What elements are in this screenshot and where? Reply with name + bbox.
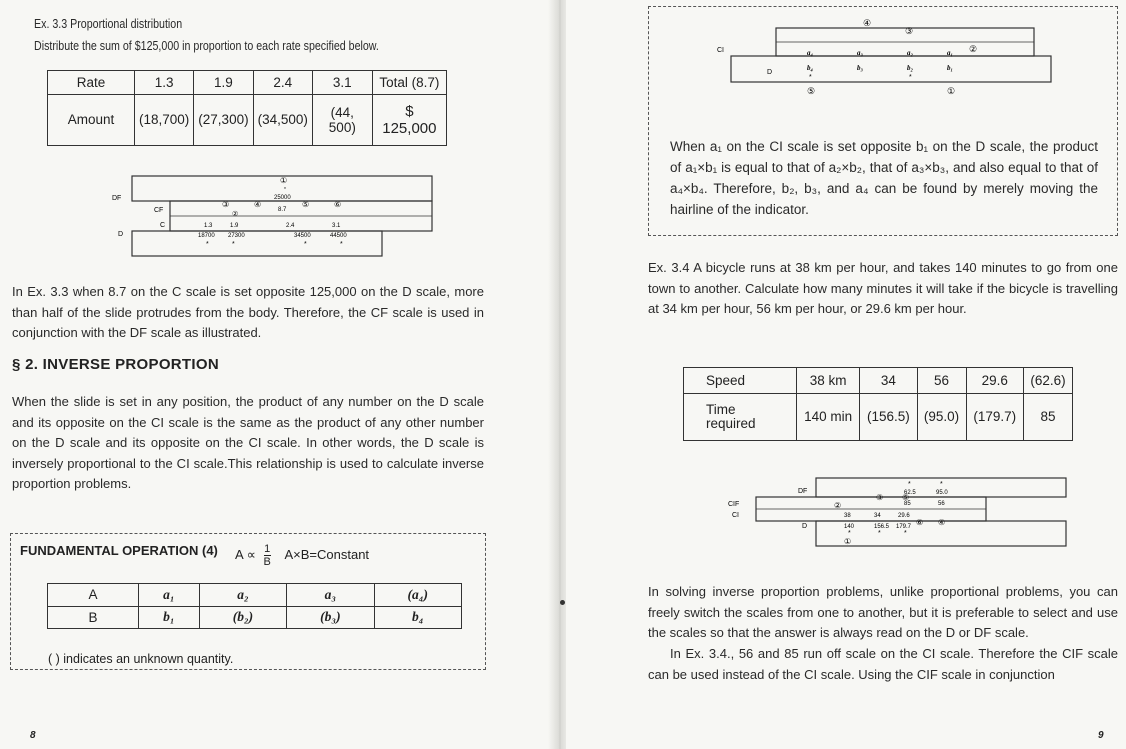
- table-cell: (44, 500): [312, 94, 372, 145]
- scale-label-ci: CI: [717, 47, 724, 54]
- box-explanation: When a₁ on the CI scale is set opposite b₁ on the D scale, the product of a₁×b₁ is equal to that of a₂×b₂, that of a₃×b₃, and also equal to that of a₄×b₄. Therefore, b₂, b₃, and a₄ can be found by merely moving the hairline of the indicator.: [670, 139, 1098, 217]
- marker-1: ①: [844, 537, 852, 546]
- scale-label-c: C: [160, 222, 166, 229]
- d-value: 18700: [198, 233, 215, 239]
- ex33-text: Distribute the sum of $125,000 in proportion to each rate specified below.: [34, 38, 379, 53]
- fundamental-title: FUNDAMENTAL OPERATION (4): [20, 543, 218, 558]
- marker-6: ⑥: [916, 518, 924, 527]
- marker-5: ⑤: [902, 493, 910, 502]
- table-cell: 85: [1023, 393, 1072, 440]
- d-value: 34500: [294, 233, 311, 239]
- table-cell: (b₃): [287, 606, 374, 629]
- c-value: 3.1: [332, 223, 341, 229]
- table-cell: 140 min: [797, 393, 860, 440]
- star-mark: *: [809, 74, 812, 81]
- scale-label-df: DF: [798, 488, 808, 495]
- table-cell: 1.9: [194, 71, 253, 95]
- formula: [235, 543, 369, 568]
- table-cell: (34,500): [253, 94, 312, 145]
- table-cell: Rate: [48, 71, 135, 95]
- marker-6: ⑥: [334, 200, 342, 209]
- ci-value: 29.6: [898, 513, 910, 519]
- marker-1: ①: [280, 176, 288, 185]
- paragraph-inverse-scales: In solving inverse proportion problems, unlike proportional problems, you can freely switch the scales from one to another, but it is preferable to select and use the scales so that the answer is always read on the D or DF scale.: [648, 584, 1118, 640]
- table-cell: 3.1: [312, 71, 372, 95]
- star-mark: *: [878, 530, 881, 537]
- star-mark: *: [909, 74, 912, 81]
- d-value: 44500: [330, 233, 347, 239]
- marker-2: ②: [969, 44, 978, 54]
- scale-label-cf: CF: [154, 207, 164, 214]
- formula-a: A: [235, 546, 243, 562]
- table-cell: a₃: [287, 584, 374, 607]
- slide-rule-diagram-2: [717, 14, 1061, 124]
- df-value: 95.0: [936, 490, 948, 496]
- left-page: [0, 0, 555, 749]
- d-value: 179.7: [896, 524, 912, 530]
- table-cell: 2.4: [253, 71, 312, 95]
- star-mark: *: [848, 530, 851, 537]
- c-value: 1.9: [230, 223, 239, 229]
- scale-label-d: D: [118, 231, 124, 238]
- scale-label-d: D: [802, 523, 808, 530]
- d-value: b₃: [857, 64, 863, 72]
- table-row: [684, 368, 1073, 394]
- table-row: [48, 606, 462, 629]
- star-mark: *: [304, 241, 307, 248]
- d-value: 156.5: [874, 524, 890, 530]
- binding-hole: [560, 600, 565, 605]
- required-label: required: [706, 415, 756, 431]
- formula-numerator: 1: [264, 543, 271, 555]
- table-row: [48, 94, 447, 145]
- table-cell: (18,700): [135, 94, 194, 145]
- table-cell: Speed: [684, 368, 797, 394]
- cif-value: 85: [904, 501, 911, 507]
- page-number: 9: [1098, 730, 1104, 741]
- table-cell: B: [48, 606, 139, 629]
- top-value-25000: 25000: [274, 195, 291, 201]
- marker-3: ③: [876, 493, 884, 502]
- section-heading: § 2. INVERSE PROPORTION: [12, 356, 219, 373]
- table-cell: (179.7): [966, 393, 1023, 440]
- table-cell: (b₂): [199, 606, 286, 629]
- table-cell: Amount: [48, 94, 135, 145]
- scale-label-df: DF: [112, 195, 122, 202]
- fundamental-table: [47, 583, 462, 629]
- df-value: 62.5: [904, 490, 916, 496]
- d-value: b₁: [947, 64, 953, 72]
- table-cell: a₂: [199, 584, 286, 607]
- cif-value: 56: [938, 501, 945, 507]
- table-cell: (27,300): [194, 94, 253, 145]
- table-cell: b₄: [374, 606, 461, 629]
- time-label: Time: [706, 401, 736, 417]
- speed-time-table: [683, 367, 1073, 441]
- d-value: 140: [844, 524, 855, 530]
- table-cell: b₁: [139, 606, 200, 629]
- ex33-title: Ex. 3.3 Proportional distribution: [34, 16, 183, 31]
- unknown-note: ( ) indicates an unknown quantity.: [48, 652, 234, 666]
- ci-value: a₁: [947, 49, 953, 57]
- c-value: 2.4: [286, 223, 295, 229]
- ci-value: a₄: [807, 49, 813, 57]
- page-number: 8: [30, 730, 36, 741]
- c-value: 1.3: [204, 223, 213, 229]
- top-value-8.7: 8.7: [278, 207, 287, 213]
- marker-4: ④: [254, 200, 262, 209]
- scale-label-d: D: [767, 69, 773, 76]
- star-mark: *: [206, 241, 209, 248]
- star-mark: *: [340, 241, 343, 248]
- table-cell: 38 km: [797, 368, 860, 394]
- d-value: 27300: [228, 233, 245, 239]
- slide-rule-diagram-3: [726, 472, 1076, 562]
- table-cell: 34: [860, 368, 917, 394]
- marker-3: ③: [222, 200, 230, 209]
- star-mark: *: [232, 241, 235, 248]
- marker-2: ②: [232, 211, 239, 218]
- rate-amount-table: [47, 70, 447, 146]
- paragraph-cf-df: In Ex. 3.3 when 8.7 on the C scale is set opposite 125,000 on the D scale, more than half of the slide protrudes from the body. Therefore, the CF scale is used in conjunction with the DF scale as illustrated.: [12, 284, 484, 340]
- table-cell: Total (8.7): [372, 71, 446, 95]
- right-page: [566, 0, 1126, 749]
- table-row: [48, 71, 447, 95]
- formula-denominator: B: [263, 556, 271, 568]
- d-value: b₂: [907, 64, 913, 72]
- table-cell: (a₄): [374, 584, 461, 607]
- table-row: [684, 393, 1073, 440]
- ci-value: 34: [874, 513, 881, 519]
- paragraph-cif: In Ex. 3.4., 56 and 85 run off scale on the CI scale. Therefore the CIF scale can be used instead of the CI scale. Using the CIF scale in conjunction: [648, 646, 1118, 682]
- ci-value: 38: [844, 513, 851, 519]
- scale-label-ci: CI: [732, 512, 739, 519]
- table-cell: 29.6: [966, 368, 1023, 394]
- marker-4: ④: [863, 18, 872, 28]
- marker-4: ④: [938, 518, 946, 527]
- star-mark: *: [908, 481, 911, 488]
- table-cell: A: [48, 584, 139, 607]
- formula-constant: A×B=Constant: [284, 546, 370, 562]
- marker-1: ①: [947, 86, 956, 96]
- scale-label-cif: CIF: [728, 501, 740, 508]
- d-body: [731, 56, 1051, 82]
- table-cell: a₁: [139, 584, 200, 607]
- table-cell: (62.6): [1023, 368, 1072, 394]
- formula-proportional: ∝: [246, 546, 256, 562]
- slide-rule-diagram-1: [108, 170, 438, 260]
- marker-5: ⑤: [807, 86, 816, 96]
- table-cell: [684, 393, 797, 440]
- ci-value: a₂: [907, 49, 913, 57]
- marker-2: ②: [834, 501, 842, 510]
- star-mark: *: [940, 481, 943, 488]
- d-value: b₄: [807, 64, 813, 72]
- table-cell: $ 125,000: [372, 94, 446, 145]
- table-row: [48, 584, 462, 607]
- ex34-paragraph: Ex. 3.4 A bicycle runs at 38 km per hour, and takes 140 minutes to go from one town to another. Calculate how many minutes it will take if the bicycle is travelling at 34 km per hour, 56 km per hour, or 29.6 km per hour.: [648, 260, 1118, 316]
- table-cell: 56: [917, 368, 966, 394]
- star-mark: *: [904, 530, 907, 537]
- star-mark: *: [284, 187, 286, 193]
- marker-5: ⑤: [302, 200, 310, 209]
- table-cell: (156.5): [860, 393, 917, 440]
- marker-3: ③: [905, 26, 914, 36]
- paragraph-inverse-proportion: When the slide is set in any position, the product of any number on the D scale and its opposite on the CI scale is the same as the product of any other number on the D scale and its opposite on the CI scale. In other words, the D scale is inversely proportional to the CI scale.This relationship is used to calculate inverse proportion problems.: [12, 394, 484, 491]
- table-cell: (95.0): [917, 393, 966, 440]
- table-cell: 1.3: [135, 71, 194, 95]
- ci-value: a₃: [857, 49, 863, 57]
